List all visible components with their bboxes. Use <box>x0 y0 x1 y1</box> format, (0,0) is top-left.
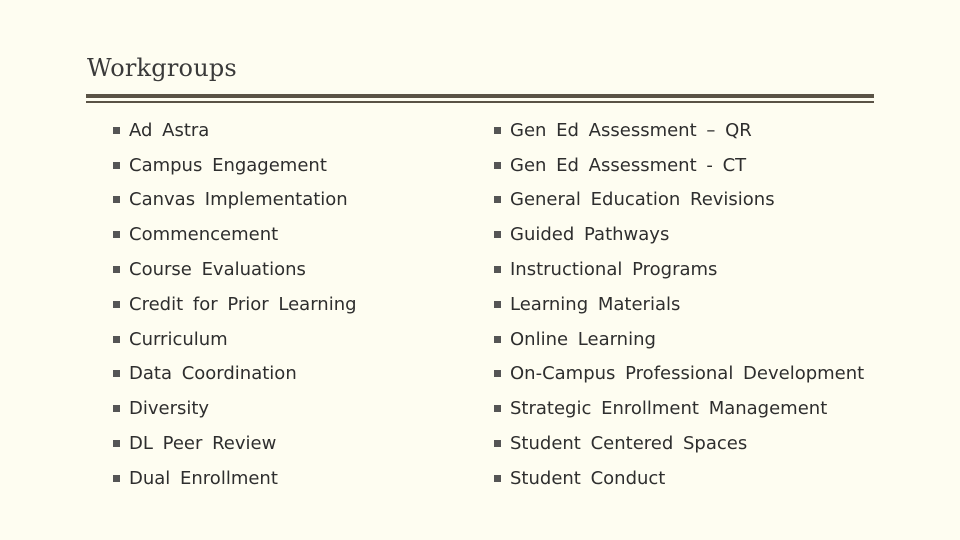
list-item-label: Curriculum <box>129 328 228 350</box>
square-bullet-icon <box>494 162 501 169</box>
list-item-label: Guided Pathways <box>510 224 670 246</box>
title-divider-thick <box>86 94 874 98</box>
square-bullet-icon <box>113 405 120 412</box>
list-item-label: General Education Revisions <box>510 189 775 211</box>
list-item-label: Data Coordination <box>129 363 297 385</box>
square-bullet-icon <box>494 301 501 308</box>
list-item-label: Canvas Implementation <box>129 189 348 211</box>
list-item-label: Course Evaluations <box>129 259 306 281</box>
list-item-label: Instructional Programs <box>510 259 718 281</box>
square-bullet-icon <box>113 231 120 238</box>
list-item <box>113 252 357 287</box>
list-item <box>113 426 357 461</box>
slide-title: Workgroups <box>87 54 237 82</box>
list-item-label: Dual Enrollment <box>129 467 278 489</box>
title-divider-thin <box>86 101 874 103</box>
square-bullet-icon <box>494 196 501 203</box>
list-item <box>113 322 357 357</box>
workgroup-list-left <box>113 113 357 496</box>
square-bullet-icon <box>494 231 501 238</box>
list-item-label: Strategic Enrollment Management <box>510 398 828 420</box>
square-bullet-icon <box>113 475 120 482</box>
square-bullet-icon <box>113 196 120 203</box>
list-item-label: Online Learning <box>510 328 656 350</box>
list-item <box>113 183 357 218</box>
list-item <box>494 287 864 322</box>
list-item-label: Gen Ed Assessment – QR <box>510 119 752 141</box>
list-item <box>113 217 357 252</box>
list-item-label: Ad Astra <box>129 119 210 141</box>
list-item <box>494 357 864 392</box>
list-item <box>113 113 357 148</box>
list-item <box>494 183 864 218</box>
list-item-label: Student Conduct <box>510 467 666 489</box>
square-bullet-icon <box>113 162 120 169</box>
list-item-label: Gen Ed Assessment - CT <box>510 154 747 176</box>
list-item <box>494 461 864 496</box>
square-bullet-icon <box>494 475 501 482</box>
list-item <box>494 426 864 461</box>
list-item-label: DL Peer Review <box>129 433 277 455</box>
square-bullet-icon <box>113 336 120 343</box>
square-bullet-icon <box>113 440 120 447</box>
square-bullet-icon <box>494 370 501 377</box>
list-item <box>494 217 864 252</box>
square-bullet-icon <box>494 440 501 447</box>
square-bullet-icon <box>113 301 120 308</box>
list-item <box>113 391 357 426</box>
square-bullet-icon <box>494 266 501 273</box>
list-item-label: Student Centered Spaces <box>510 433 748 455</box>
list-item <box>494 148 864 183</box>
list-item-label: Commencement <box>129 224 279 246</box>
list-item-label: On-Campus Professional Development <box>510 363 865 385</box>
square-bullet-icon <box>113 266 120 273</box>
list-item <box>113 148 357 183</box>
list-item-label: Learning Materials <box>510 293 681 315</box>
square-bullet-icon <box>494 336 501 343</box>
list-item-label: Campus Engagement <box>129 154 327 176</box>
square-bullet-icon <box>113 370 120 377</box>
list-item <box>494 252 864 287</box>
list-item <box>494 391 864 426</box>
list-item-label: Diversity <box>129 398 210 420</box>
square-bullet-icon <box>494 127 501 134</box>
list-item <box>494 322 864 357</box>
square-bullet-icon <box>494 405 501 412</box>
square-bullet-icon <box>113 127 120 134</box>
list-item <box>113 461 357 496</box>
list-item <box>113 287 357 322</box>
list-item-label: Credit for Prior Learning <box>129 293 357 315</box>
list-item <box>494 113 864 148</box>
list-item <box>113 357 357 392</box>
workgroup-list-right <box>494 113 864 496</box>
